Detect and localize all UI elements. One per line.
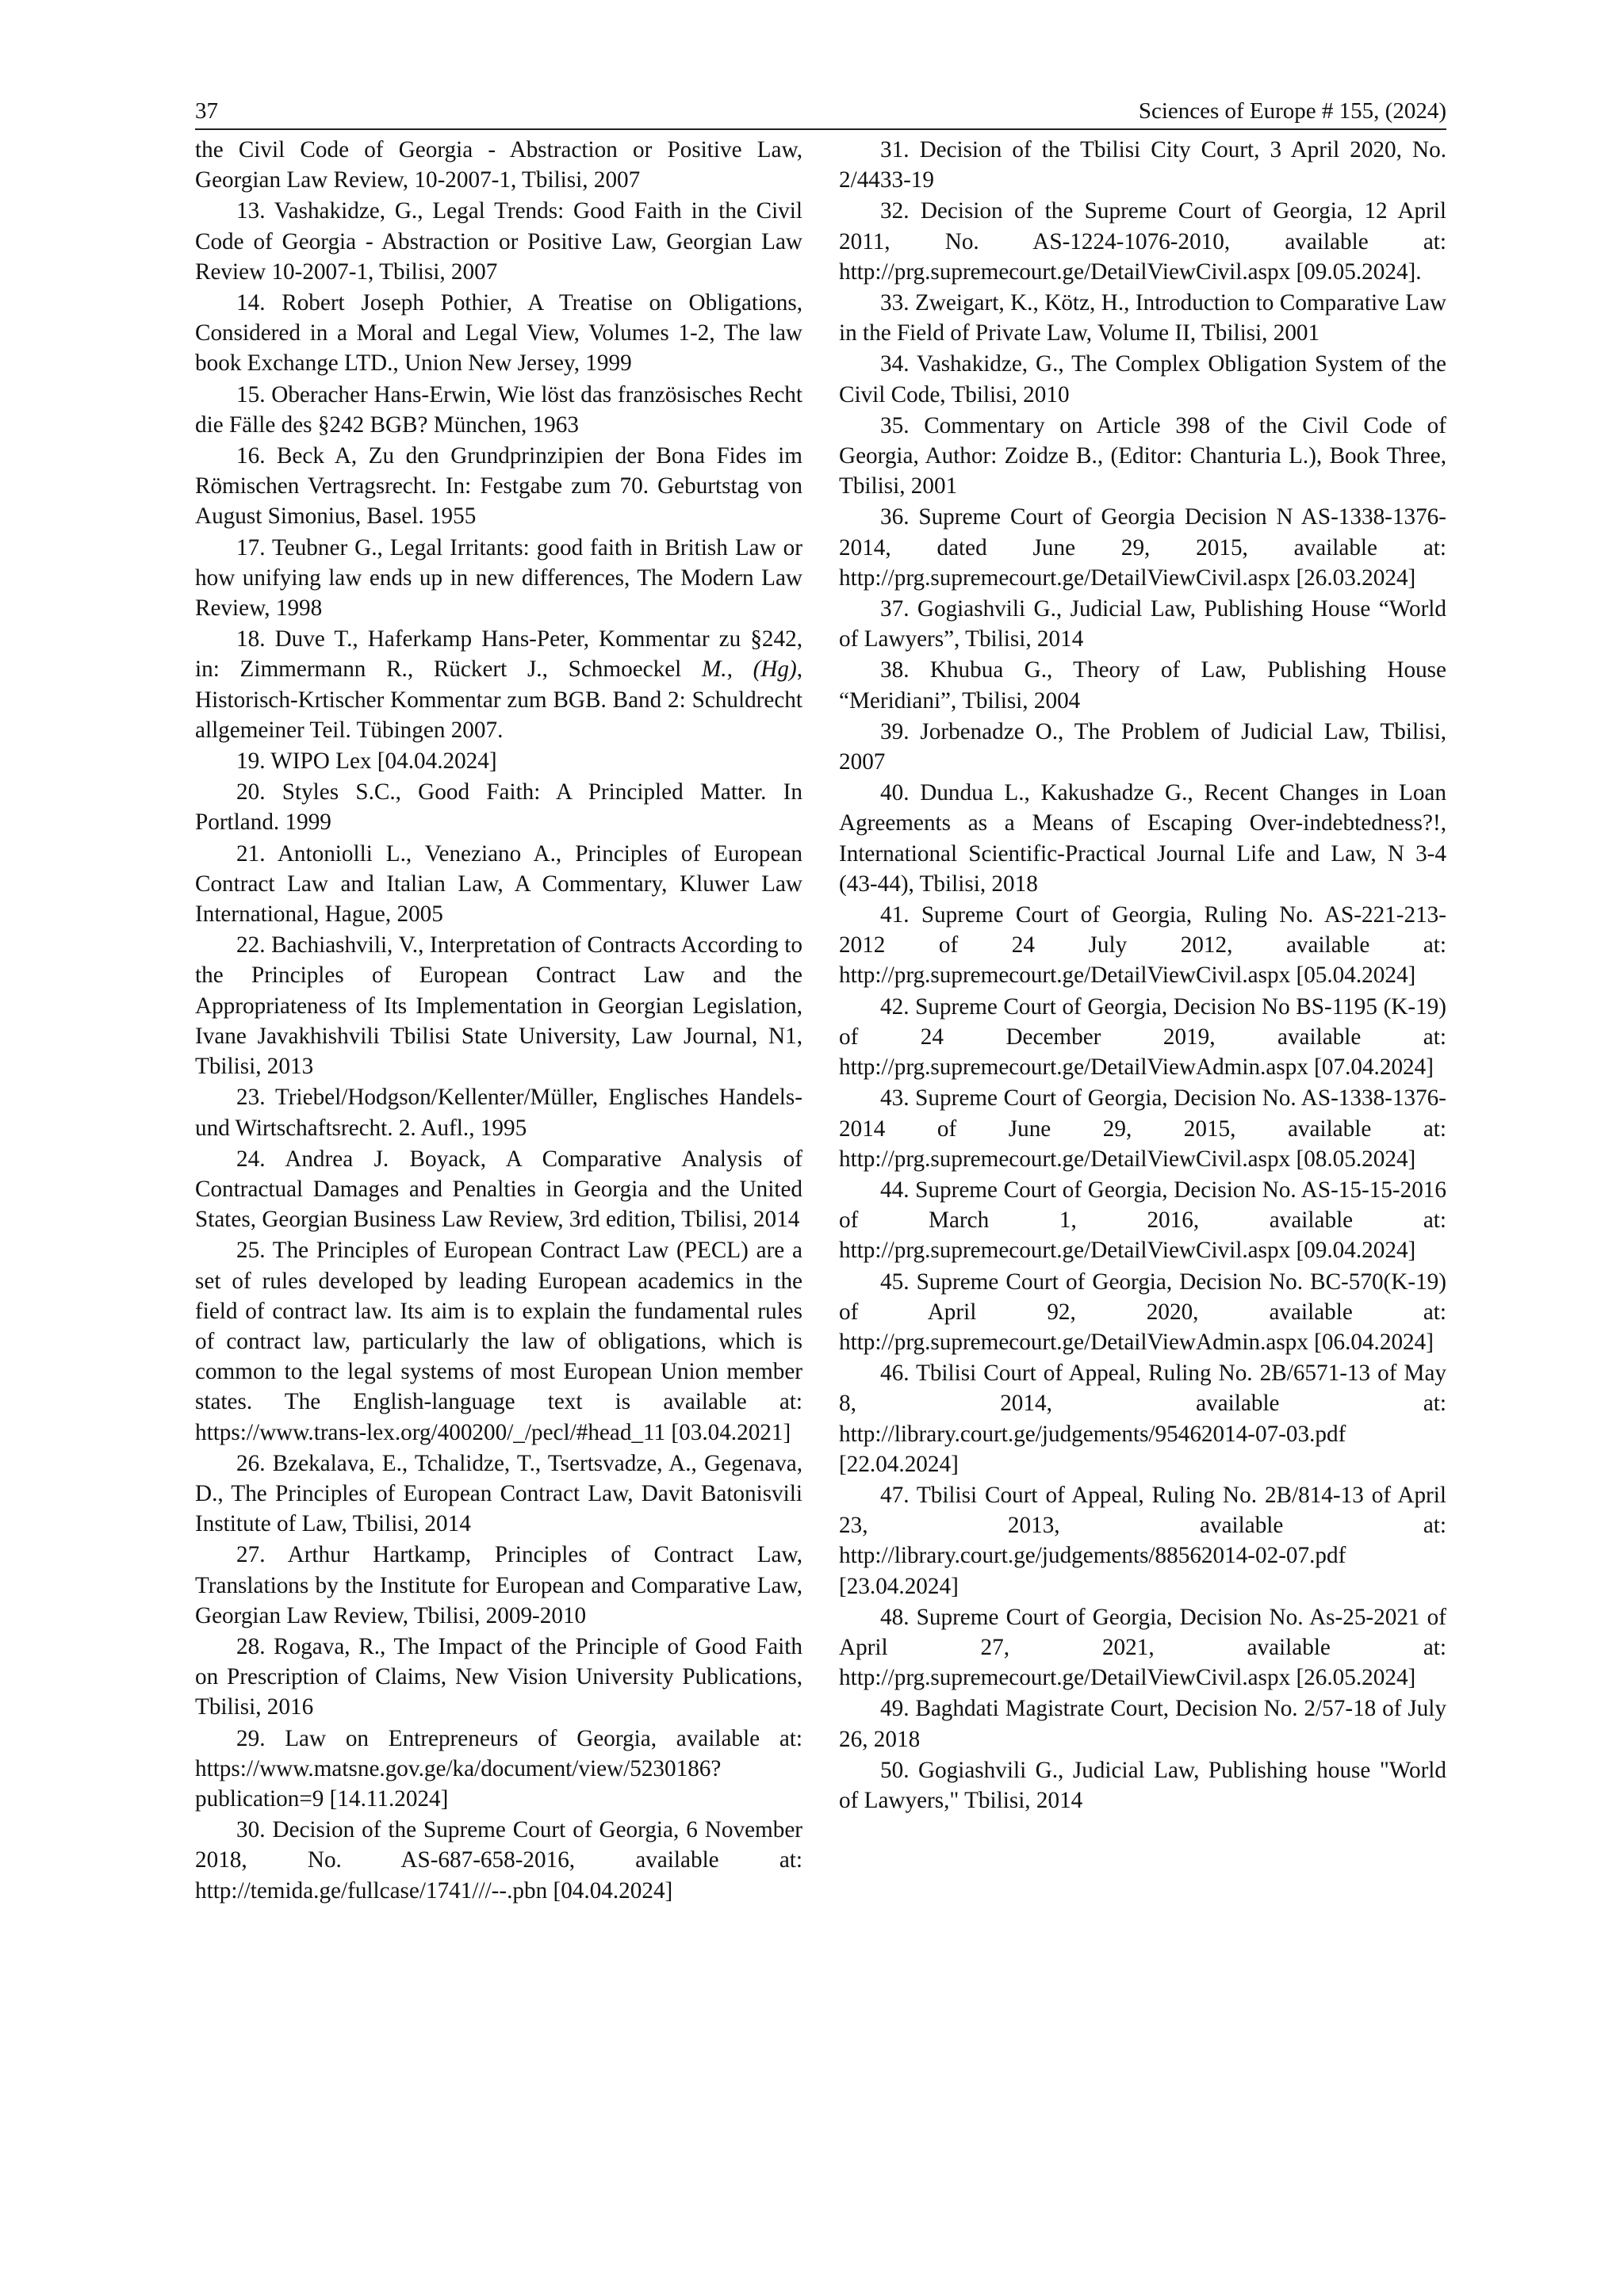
reference-item: 42. Supreme Court of Georgia, Decision No BS-1195 (K-19) of 24 December 2019, available at: http://prg.supremecourt.ge/DetailViewAdmin.aspx [07.04.2024] [839,993,1446,1081]
reference-item: 24. Andrea J. Boyack, A Comparative Analysis of Contractual Damages and Penalties in Georgia and the United States, Georgian Business Law Review, 3rd edition, Tbilisi, 2014 [195,1146,802,1233]
reference-item: 32. Decision of the Supreme Court of Georgia, 12 April 2011, No. AS-1224-1076-2010, available at: http://prg.supremecourt.ge/DetailViewCivil.aspx [09.05.2024]. [839,198,1446,285]
reference-item: 47. Tbilisi Court of Appeal, Ruling No. 2B/814-13 of April 23, 2013, available at: http://library.court.ge/judgements/88562014-02-07.pdf [23.04.2024] [839,1482,1446,1599]
reference-text: , Historisch-Krtischer Kommentar zum BGB. Band 2: Schuldrecht allgemeiner Teil. Tübingen 2007. [195,656,802,743]
reference-item: 28. Rogava, R., The Impact of the Principle of Good Faith on Prescription of Claims, New Vision University Publications, Tbilisi, 2016 [195,1633,802,1720]
reference-item: the Civil Code of Georgia - Abstraction or Positive Law, Georgian Law Review, 10-2007-1, Tbilisi, 2007 [195,137,802,193]
reference-item: 15. Oberacher Hans-Erwin, Wie löst das französisches Recht die Fälle des §242 BGB? München, 1963 [195,381,802,438]
reference-item: 38. Khubua G., Theory of Law, Publishing House “Meridiani”, Tbilisi, 2004 [839,657,1446,714]
journal-title: Sciences of Europe # 155, (2024) [1138,98,1446,124]
running-header [195,97,1446,130]
page-number: 37 [195,98,218,124]
reference-item: 40. Dundua L., Kakushadze G., Recent Changes in Loan Agreements as a Means of Escaping Over-indebtedness?!, International Scientific-Practical Journal Life and Law, N 3-4 (43-44), Tbilisi, 2018 [839,780,1446,897]
reference-item: 20. Styles S.C., Good Faith: A Principled Matter. In Portland. 1999 [195,779,802,836]
right-column [839,135,1446,1816]
reference-item: 45. Supreme Court of Georgia, Decision No. BC-570(K-19) of April 92, 2020, available at: http://prg.supremecourt.ge/DetailViewAdmin.aspx [06.04.2024] [839,1269,1446,1355]
reference-item: 23. Triebel/Hodgson/Kellenter/Müller, Englisches Handels- und Wirtschaftsrecht. 2. Aufl., 1995 [195,1085,802,1141]
reference-item: 44. Supreme Court of Georgia, Decision No. AS-15-15-2016 of March 1, 2016, available at: http://prg.supremecourt.ge/DetailViewCivil.aspx [09.04.2024] [839,1177,1446,1264]
reference-item: 17. Teubner G., Legal Irritants: good faith in British Law or how unifying law ends up in new differences, The Modern Law Review, 1998 [195,534,802,622]
reference-item: 30. Decision of the Supreme Court of Georgia, 6 November 2018, No. AS-687-658-2016, available at: http://temida.ge/fullcase/1741///--.pbn [04.04.2024] [195,1817,802,1904]
reference-italic-text: M., (Hg) [701,656,797,683]
reference-item: 41. Supreme Court of Georgia, Ruling No. AS-221-213-2012 of 24 July 2012, available at: http://prg.supremecourt.ge/DetailViewCivil.aspx [05.04.2024] [839,902,1446,989]
reference-item: 50. Gogiashvili G., Judicial Law, Publishing house "World of Lawyers," Tbilisi, 2014 [839,1757,1446,1813]
reference-item: 29. Law on Entrepreneurs of Georgia, available at: https://www.matsne.gov.ge/ka/document/view/5230186?publication=9 [14.11.2024] [195,1725,802,1812]
reference-item: 27. Arthur Hartkamp, Principles of Contract Law, Translations by the Institute for European and Comparative Law, Georgian Law Review, Tbilisi, 2009-2010 [195,1542,802,1628]
reference-item: 22. Bachiashvili, V., Interpretation of Contracts According to the Principles of European Contract Law and the Appropriateness of Its Implementation in Georgian Legislation, Ivane Javakhishvili Tbilisi State University, Law Journal, N1, Tbilisi, 2013 [195,932,802,1080]
reference-item: 31. Decision of the Tbilisi City Court, 3 April 2020, No. 2/4433-19 [839,137,1446,193]
reference-item: 34. Vashakidze, G., The Complex Obligation System of the Civil Code, Tbilisi, 2010 [839,351,1446,408]
reference-item: 33. Zweigart, K., Kötz, H., Introduction to Comparative Law in the Field of Private Law, Volume II, Tbilisi, 2001 [839,290,1446,346]
reference-item: 13. Vashakidze, G., Legal Trends: Good Faith in the Civil Code of Georgia - Abstraction or Positive Law, Georgian Law Review 10-2007-1, Tbilisi, 2007 [195,198,802,285]
reference-item: 16. Beck A, Zu den Grundprinzipien der Bona Fides im Römischen Vertragsrecht. In: Festgabe zum 70. Geburtstag von August Simonius, Basel. 1955 [195,443,802,530]
reference-item: 35. Commentary on Article 398 of the Civil Code of Georgia, Author: Zoidze B., (Editor: Chanturia L.), Book Three, Tbilisi, 2001 [839,412,1446,499]
reference-item [195,624,802,745]
reference-item: 39. Jorbenadze O., The Problem of Judicial Law, Tbilisi, 2007 [839,718,1446,775]
reference-text: 18. Duve T., Haferkamp Hans-Peter, Kommentar zu §242, in: Zimmermann R., Rückert J., Schmoeckel [195,626,802,683]
reference-item: 46. Tbilisi Court of Appeal, Ruling No. 2B/6571-13 of May 8, 2014, available at: http://library.court.ge/judgements/95462014-07-03.pdf [22.04.2024] [839,1360,1446,1477]
reference-item: 19. WIPO Lex [04.04.2024] [236,748,497,775]
reference-item: 25. The Principles of European Contract Law (PECL) are a set of rules developed by leading European academics in the field of contract law. Its aim is to explain the fundamental rules of contract law, particularly the law of obligations, which is common to the legal systems of most European Union member states. The English-language text is available at: https://www.trans-lex.org/400200/_/pecl/#head_11 [03.04.2021] [195,1238,802,1445]
left-column [195,135,802,1907]
reference-item: 48. Supreme Court of Georgia, Decision No. As-25-2021 of April 27, 2021, available at: http://prg.supremecourt.ge/DetailViewCivil.aspx [26.05.2024] [839,1604,1446,1691]
reference-item: 21. Antoniolli L., Veneziano A., Principles of European Contract Law and Italian Law, A Commentary, Kluwer Law International, Hague, 2005 [195,840,802,928]
reference-item: 36. Supreme Court of Georgia Decision N AS-1338-1376-2014, dated June 29, 2015, available at: http://prg.supremecourt.ge/DetailViewCivil.aspx [26.03.2024] [839,504,1446,591]
reference-item: 37. Gogiashvili G., Judicial Law, Publishing House “World of Lawyers”, Tbilisi, 2014 [839,596,1446,652]
reference-item: 49. Baghdati Magistrate Court, Decision No. 2/57-18 of July 26, 2018 [839,1696,1446,1752]
reference-item: 14. Robert Joseph Pothier, A Treatise on Obligations, Considered in a Moral and Legal View, Volumes 1-2, The law book Exchange LTD., Union New Jersey, 1999 [195,290,802,377]
reference-item: 26. Bzekalava, E., Tchalidze, T., Tsertsvadze, A., Gegenava, D., The Principles of European Contract Law, Davit Batonisvili Institute of Law, Tbilisi, 2014 [195,1450,802,1537]
reference-item: 43. Supreme Court of Georgia, Decision No. AS-1338-1376-2014 of June 29, 2015, available at: http://prg.supremecourt.ge/DetailViewCivil.aspx [08.05.2024] [839,1085,1446,1172]
